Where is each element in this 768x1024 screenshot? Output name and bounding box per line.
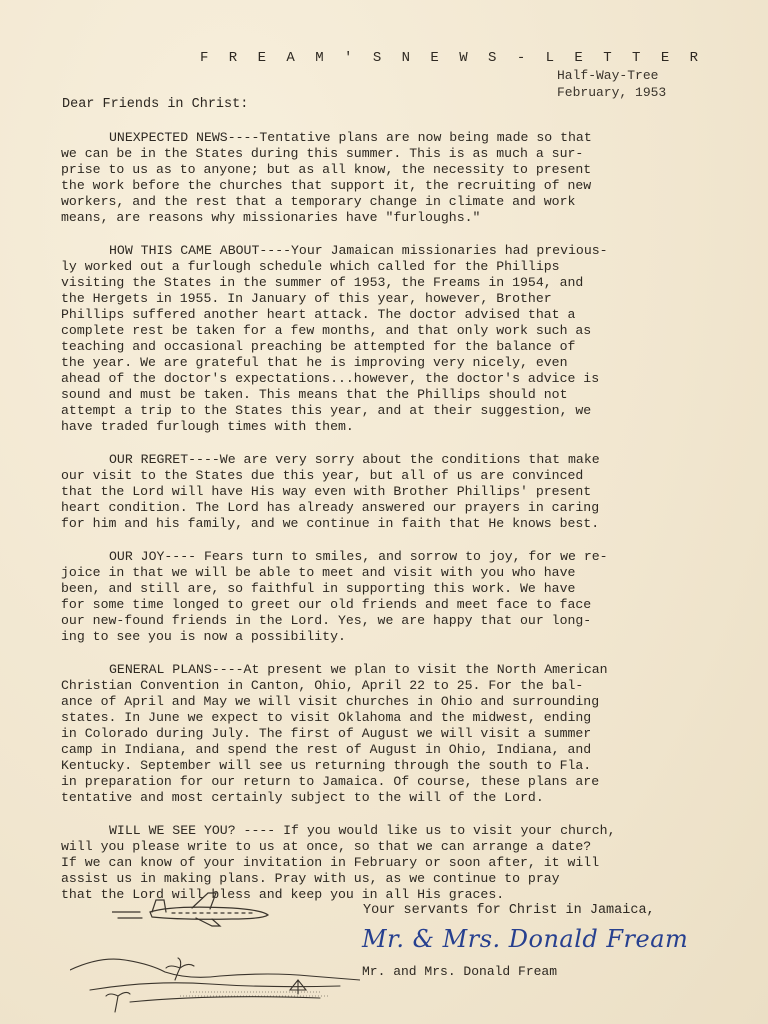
paragraph-unexpected-news: UNEXPECTED NEWS----Tentative plans are now being made so that we can be in the States during this summer. This is as much a sur- prise to us as to anyone; but as all know, the necessity to present the work before the churches that support it, the recruiting of new workers, and the rest that a temporary change in climate and work means, are reasons why missionaries have "furloughs." [61,130,592,225]
letter-dateline [557,67,666,101]
newsletter-title: F R E A M ' S N E W S - L E T T E R [200,50,705,66]
airplane-icon [112,888,272,928]
paragraph-our-regret: OUR REGRET----We are very sorry about the conditions that make our visit to the States due this year, but all of us are convinced that the Lord will have His way even with Brother Phillips' present heart condition. The Lord has already answered our prayers in caring for him and his family, and we continue in faith that He knows best. [61,452,600,531]
letter-place: Half-Way-Tree [557,68,659,83]
letter-body [61,130,697,920]
typed-signature-name: Mr. and Mrs. Donald Fream [362,964,558,979]
letter-closing: Your servants for Christ in Jamaica, [363,903,655,918]
letter-greeting: Dear Friends in Christ: [62,97,249,112]
letter-date: February, 1953 [557,85,667,100]
beach-palm-icon [70,950,360,1020]
paragraph-our-joy: OUR JOY---- Fears turn to smiles, and sorrow to joy, for we re- joice in that we will be able to meet and visit with you who have been, and still are, so faithful in supporting this work. We have for some time longed to greet our old friends and meet face to face our new-found friends in the Lord. Yes, we are happy that our long- ing to see you is now a possibility. [61,549,608,644]
handwritten-signature: Mr. & Mrs. Donald Fream [362,925,689,953]
paragraph-how-this-came-about: HOW THIS CAME ABOUT----Your Jamaican missionaries had previous- ly worked out a furlough schedule which called for the Phillips visiting the States in the summer of 1953, the Freams in 1954, and the Hergets in 1955. In January of this year, however, Brother Phillips suffered another heart attack. The doctor advised that a complete rest be taken for a few months, and that only work such as teaching and occasional preaching be attempted for the balance of the year. We are grateful that he is improving very nicely, even ahead of the doctor's expectations...however, the doctor's advice is sound and must be taken. This means that the Phillips should not attempt a trip to the States this year, and at their suggestion, we have traded furlough times with them. [61,243,608,434]
paragraph-general-plans: GENERAL PLANS----At present we plan to visit the North American Christian Convention in Canton, Ohio, April 22 to 25. For the bal- ance of April and May we will visit churches in Ohio and surrounding states. In June we expect to visit Oklahoma and the midwest, ending in Colorado during July. The first of August we will visit a summer camp in Indiana, and spend the rest of August in Ohio, Indiana, and Kentucky. September will see us returning through the south to Fla. in preparation for our return to Jamaica. Of course, these plans are tentative and most certainly subject to the will of the Lord. [61,662,608,805]
paragraph-will-we-see-you: WILL WE SEE YOU? ---- If you would like us to visit your church, will you please write to us at once, so that we can arrange a date? If we can know of your invitation in February or soon after, it will assist us in making plans. Pray with us, as we continue to pray that the Lord will bless and keep you in all His graces. [61,823,616,902]
